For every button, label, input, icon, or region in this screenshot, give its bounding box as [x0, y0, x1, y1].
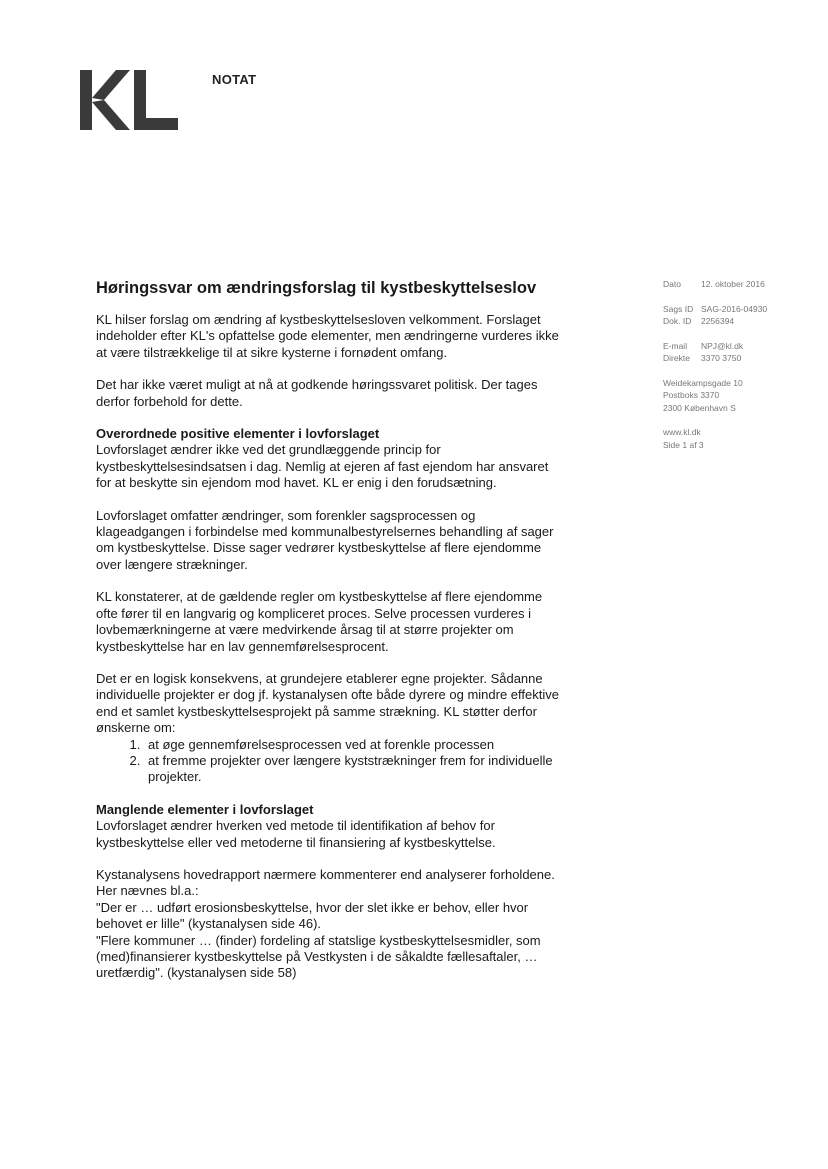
section-heading-missing: Manglende elementer i lovforslaget	[96, 801, 314, 817]
quote-funding: "Flere kommuner … (finder) fordeling af statslige kystbeskyttelsesmidler, som (med)finansierer kystbeskyttelse på Vestkysten i de såkaldte fællesaftaler, … uretfærdig". (kystanalysen side 58)	[96, 932, 541, 981]
wishes-list	[96, 737, 566, 786]
section-heading-positive: Overordnede positive elementer i lovforslaget	[96, 426, 380, 442]
paragraph-reservation: Det har ikke været muligt at nå at godkende høringssvaret politisk. Der tages derfor forbehold for dette.	[96, 377, 538, 409]
kl-logo	[80, 70, 178, 130]
main-content	[96, 278, 566, 982]
paragraph-methods: Lovforslaget ændrer hverken ved metode til identifikation af behov for kystbeskyttelse eller ved metoderne til finansiering af kystbeskyttelse.	[96, 818, 496, 850]
page-number: Side 1 af 3	[663, 439, 704, 450]
email-value: NPJ@kl.dk	[701, 340, 744, 351]
website: www.kl.dk	[663, 427, 701, 437]
document-type-label: NOTAT	[212, 72, 257, 87]
paragraph-rules: KL konstaterer, at de gældende regler om kystbeskyttelse af flere ejendomme ofte fører til en langvarig og kompliceret proces. Selve processen vurderes i lovbemærkningerne at være medvirkende årsag til at større projekter om kystbeskyttelse har en lav gennemførelsesprocent.	[96, 589, 543, 654]
list-item: 1. at øge gennemførelsesprocessen ved at forenkle processen	[144, 737, 566, 753]
case-id-value: SAG-2016-04930	[701, 303, 768, 314]
document-title: Høringssvar om ændringsforslag til kystbeskyttelseslov	[96, 279, 537, 297]
paragraph-changes: Lovforslaget omfatter ændringer, som forenkler sagsprocessen og klageadgangen i forbindelse med kommunalbestyrelsernes behandling af sager om kystbeskyttelse. Disse sager vedrører kystbeskyttelse af flere ejendomme over længere strækninger.	[96, 507, 554, 572]
list-item: 2. at fremme projekter over længere kyststrækninger frem for individuelle projekter.	[144, 753, 566, 786]
paragraph-intro: KL hilser forslag om ændring af kystbeskyttelsesloven velkomment. Forslaget indeholder efter KL's opfattelse gode elementer, men ændringerne vurderes ikke at være tilstrækkelige til at sikre kysterne i fornødent omfang.	[96, 312, 559, 360]
doc-id-label: Dok. ID	[663, 316, 692, 326]
metadata-sidebar	[663, 278, 767, 463]
address-city: 2300 København S	[663, 402, 736, 413]
address-pobox: Postboks 3370	[663, 390, 720, 400]
date-value: 12. oktober 2016	[701, 279, 765, 289]
email-label: E-mail	[663, 340, 688, 351]
date-label: Dato	[663, 279, 681, 289]
address-street: Weidekampsgade 10	[663, 377, 743, 388]
case-id-label: Sags ID	[663, 303, 694, 314]
paragraph-projects: Det er en logisk konsekvens, at grundejere etablerer egne projekter. Sådanne individuelle projekter er dog jf. kystanalysen ofte både dyrere og mindre effektive end et samlet kystbeskyttelsesprojekt på samme strækning. KL støtter derfor ønskerne om:	[96, 670, 559, 736]
doc-id-value: 2256394	[701, 316, 735, 326]
paragraph-principle: Lovforslaget ændrer ikke ved det grundlæggende princip for kystbeskyttelsesindsatsen i dag. Nemlig at ejeren af fast ejendom har ansvaret for at beskytte sin ejendom mod havet. KL er enig i den forudsætning.	[96, 442, 549, 491]
quote-erosion: "Der er … udført erosionsbeskyttelse, hvor der slet ikke er behov, eller hvor behovet er lille" (kystanalysen side 46).	[96, 899, 529, 932]
phone-value: 3370 3750	[701, 353, 742, 363]
paragraph-analysis: Kystanalysens hovedrapport nærmere kommenterer end analyserer forholdene. Her nævnes bl.a.:	[96, 866, 555, 899]
phone-label: Direkte	[663, 353, 690, 363]
